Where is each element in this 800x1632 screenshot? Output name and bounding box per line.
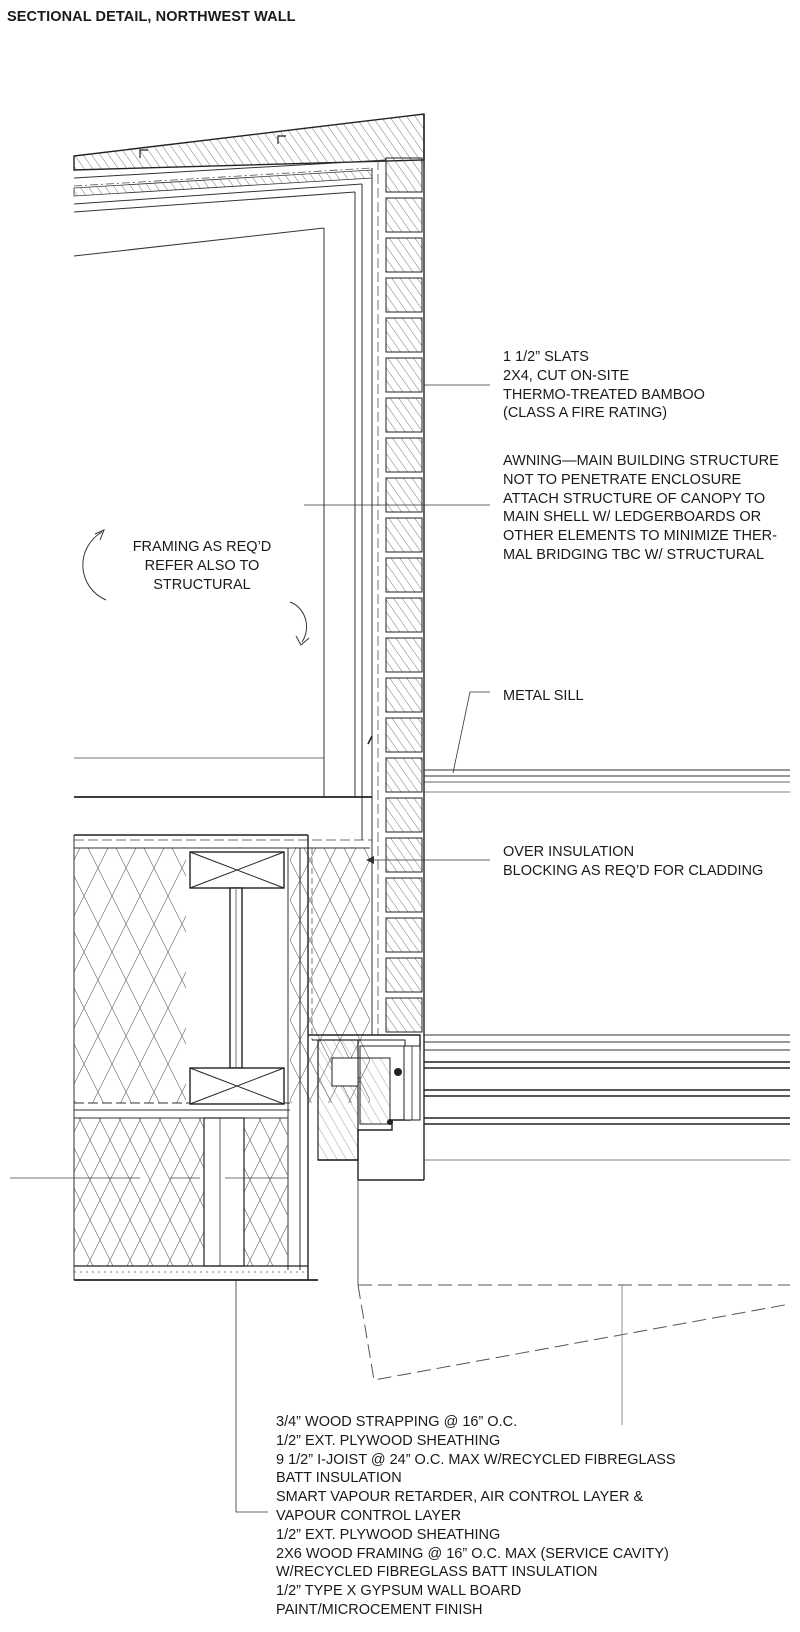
slat	[386, 758, 422, 792]
slat	[386, 438, 422, 472]
slat	[386, 878, 422, 912]
note-line: 1/2” TYPE X GYPSUM WALL BOARD	[276, 1583, 522, 1600]
slat	[386, 478, 422, 512]
slat	[386, 518, 422, 552]
note-line: STRUCTURAL	[153, 576, 251, 593]
note-line: THERMO-TREATED BAMBOO	[503, 386, 705, 403]
note-line: 1 1/2” SLATS	[503, 349, 589, 365]
slat	[386, 558, 422, 592]
slat	[386, 598, 422, 632]
note-slats	[503, 348, 705, 423]
note-line: 2X4, CUT ON-SITE	[503, 367, 630, 384]
slat	[386, 238, 422, 272]
note-line: W/RECYCLED FIBREGLASS BATT INSULATION	[276, 1564, 598, 1581]
note-line: REFER ALSO TO	[144, 557, 260, 574]
note-line: OVER INSULATION	[503, 844, 635, 860]
slat	[386, 678, 422, 712]
note-over-insulation	[503, 843, 763, 881]
note-metal-sill	[503, 687, 584, 706]
note-line: 1/2” EXT. PLYWOOD SHEATHING	[276, 1432, 501, 1449]
note-line: SMART VAPOUR RETARDER, AIR CONTROL LAYER &	[276, 1489, 644, 1506]
slat	[386, 918, 422, 952]
slat	[386, 318, 422, 352]
note-line: FRAMING AS REQ’D	[132, 539, 272, 555]
note-line: MAIN SHELL W/ LEDGERBOARDS OR	[503, 509, 762, 526]
note-line: ATTACH STRUCTURE OF CANOPY TO	[503, 490, 766, 507]
note-line: BLOCKING AS REQ’D FOR CLADDING	[503, 862, 764, 879]
slat	[386, 998, 422, 1032]
note-line: BATT INSULATION	[276, 1470, 402, 1487]
note-awning	[503, 452, 800, 565]
note-line: METAL SILL	[503, 688, 584, 704]
slat	[386, 718, 422, 752]
note-line: 2X6 WOOD FRAMING @ 16” O.C. MAX (SERVICE CAVITY)	[276, 1545, 669, 1562]
bamboo-slats	[386, 158, 422, 1032]
slat	[386, 838, 422, 872]
note-line: 1/2” EXT. PLYWOOD SHEATHING	[276, 1526, 501, 1543]
slat	[386, 958, 422, 992]
note-line: NOT TO PENETRATE ENCLOSURE	[503, 471, 742, 488]
note-wall-assembly	[276, 1413, 676, 1620]
slat	[386, 398, 422, 432]
note-line: (CLASS A FIRE RATING)	[503, 405, 668, 422]
slat	[386, 638, 422, 672]
note-line: OTHER ELEMENTS TO MINIMIZE THER-	[503, 528, 777, 545]
i-joist	[190, 852, 284, 1104]
slat	[386, 198, 422, 232]
slat	[386, 798, 422, 832]
note-framing	[118, 538, 286, 594]
slat	[386, 358, 422, 392]
slat	[386, 278, 422, 312]
note-line: VAPOUR CONTROL LAYER	[276, 1507, 462, 1524]
glazing-unit	[424, 1035, 790, 1160]
note-line: MAL BRIDGING TBC W/ STRUCTURAL	[503, 546, 765, 563]
note-line: AWNING—MAIN BUILDING STRUCTURE	[503, 453, 779, 469]
note-line: 9 1/2” I-JOIST @ 24” O.C. MAX W/RECYCLED FIBREGLASS	[276, 1451, 676, 1468]
awning-lines	[368, 736, 790, 792]
note-line: 3/4” WOOD STRAPPING @ 16” O.C.	[276, 1414, 518, 1430]
note-line: PAINT/MICROCEMENT FINISH	[276, 1601, 483, 1618]
drawing-title: SECTIONAL DETAIL, NORTHWEST WALL	[7, 9, 296, 25]
slat	[386, 158, 422, 192]
